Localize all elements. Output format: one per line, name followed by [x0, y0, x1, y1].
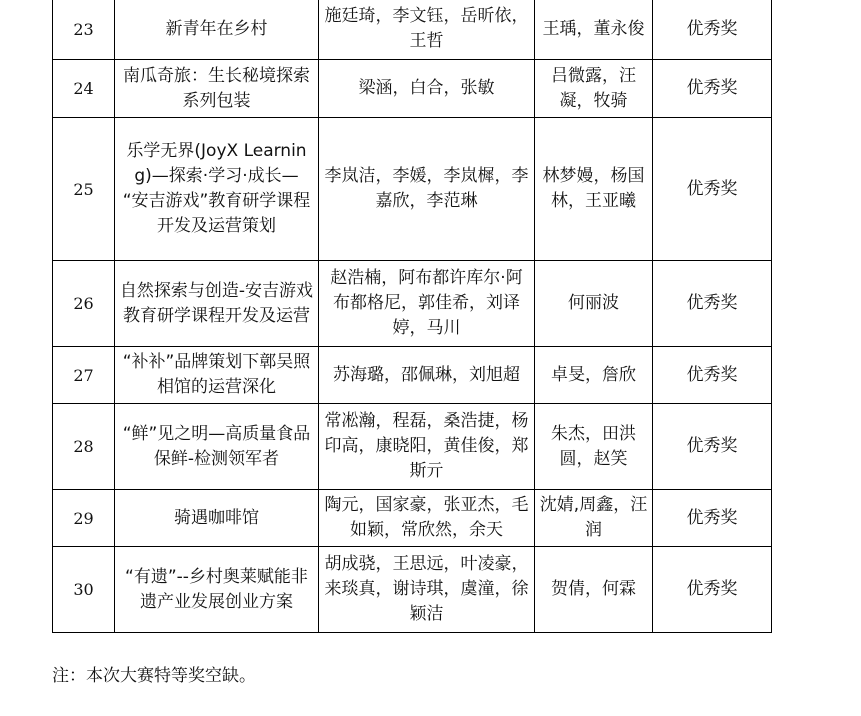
team-members: 苏海璐，邵佩琳，刘旭超 — [319, 347, 535, 404]
project-title: 南瓜奇旅：生长秘境探索系列包装 — [115, 60, 319, 118]
project-title: 骑遇咖啡馆 — [115, 490, 319, 547]
awards-table — [52, 0, 772, 633]
team-members: 陶元，国家豪，张亚杰，毛如颖，常欣然，余天 — [319, 490, 535, 547]
table-row — [53, 60, 772, 118]
award-level: 优秀奖 — [653, 0, 772, 60]
row-number: 24 — [53, 60, 115, 118]
team-members: 李岚洁，李媛，李岚樨，李嘉欣，李范琳 — [319, 118, 535, 261]
award-level: 优秀奖 — [653, 261, 772, 347]
row-number: 26 — [53, 261, 115, 347]
award-level: 优秀奖 — [653, 347, 772, 404]
table-row — [53, 547, 772, 633]
award-level: 优秀奖 — [653, 404, 772, 490]
project-title: 乐学无界(JoyX Learning)—探索·学习·成长— “安吉游戏”教育研学课程开发及运营策划 — [115, 118, 319, 261]
advisors: 贺倩，何霖 — [535, 547, 653, 633]
row-number: 29 — [53, 490, 115, 547]
row-number: 25 — [53, 118, 115, 261]
award-level: 优秀奖 — [653, 490, 772, 547]
table-row — [53, 490, 772, 547]
table-row — [53, 347, 772, 404]
table-row — [53, 118, 772, 261]
row-number: 27 — [53, 347, 115, 404]
advisors: 吕微露，汪凝，牧骑 — [535, 60, 653, 118]
table-row — [53, 404, 772, 490]
award-level: 优秀奖 — [653, 60, 772, 118]
team-members: 施廷琦，李文钰，岳昕依，王哲 — [319, 0, 535, 60]
table-row — [53, 0, 772, 60]
advisors: 王瑀，董永俊 — [535, 0, 653, 60]
project-title: 新青年在乡村 — [115, 0, 319, 60]
team-members: 梁涵，白合，张敏 — [319, 60, 535, 118]
team-members: 胡成骁，王思远，叶凌豪，来琰真，谢诗琪，虞潼，徐颖洁 — [319, 547, 535, 633]
advisors: 林梦嫚，杨国林，王亚曦 — [535, 118, 653, 261]
advisors: 朱杰，田洪圆，赵笑 — [535, 404, 653, 490]
footnote: 注：本次大赛特等奖空缺。 — [52, 666, 256, 686]
table-row — [53, 261, 772, 347]
award-level: 优秀奖 — [653, 547, 772, 633]
project-title: “有遗”--乡村奥莱赋能非遗产业发展创业方案 — [115, 547, 319, 633]
row-number: 30 — [53, 547, 115, 633]
advisors: 卓旻，詹欣 — [535, 347, 653, 404]
project-title: “鲜”见之明—高质量食品保鲜-检测领军者 — [115, 404, 319, 490]
team-members: 常凇瀚，程磊，桑浩捷，杨印高，康晓阳，黄佳俊，郑斯亓 — [319, 404, 535, 490]
project-title: 自然探索与创造-安吉游戏教育研学课程开发及运营 — [115, 261, 319, 347]
advisors: 沈婧,周鑫，汪润 — [535, 490, 653, 547]
team-members: 赵浩楠，阿布都许库尔·阿布都格尼，郭佳希，刘译婷，马川 — [319, 261, 535, 347]
project-title: “补补”品牌策划下鄣吴照相馆的运营深化 — [115, 347, 319, 404]
award-level: 优秀奖 — [653, 118, 772, 261]
row-number: 23 — [53, 0, 115, 60]
row-number: 28 — [53, 404, 115, 490]
advisors: 何丽波 — [535, 261, 653, 347]
